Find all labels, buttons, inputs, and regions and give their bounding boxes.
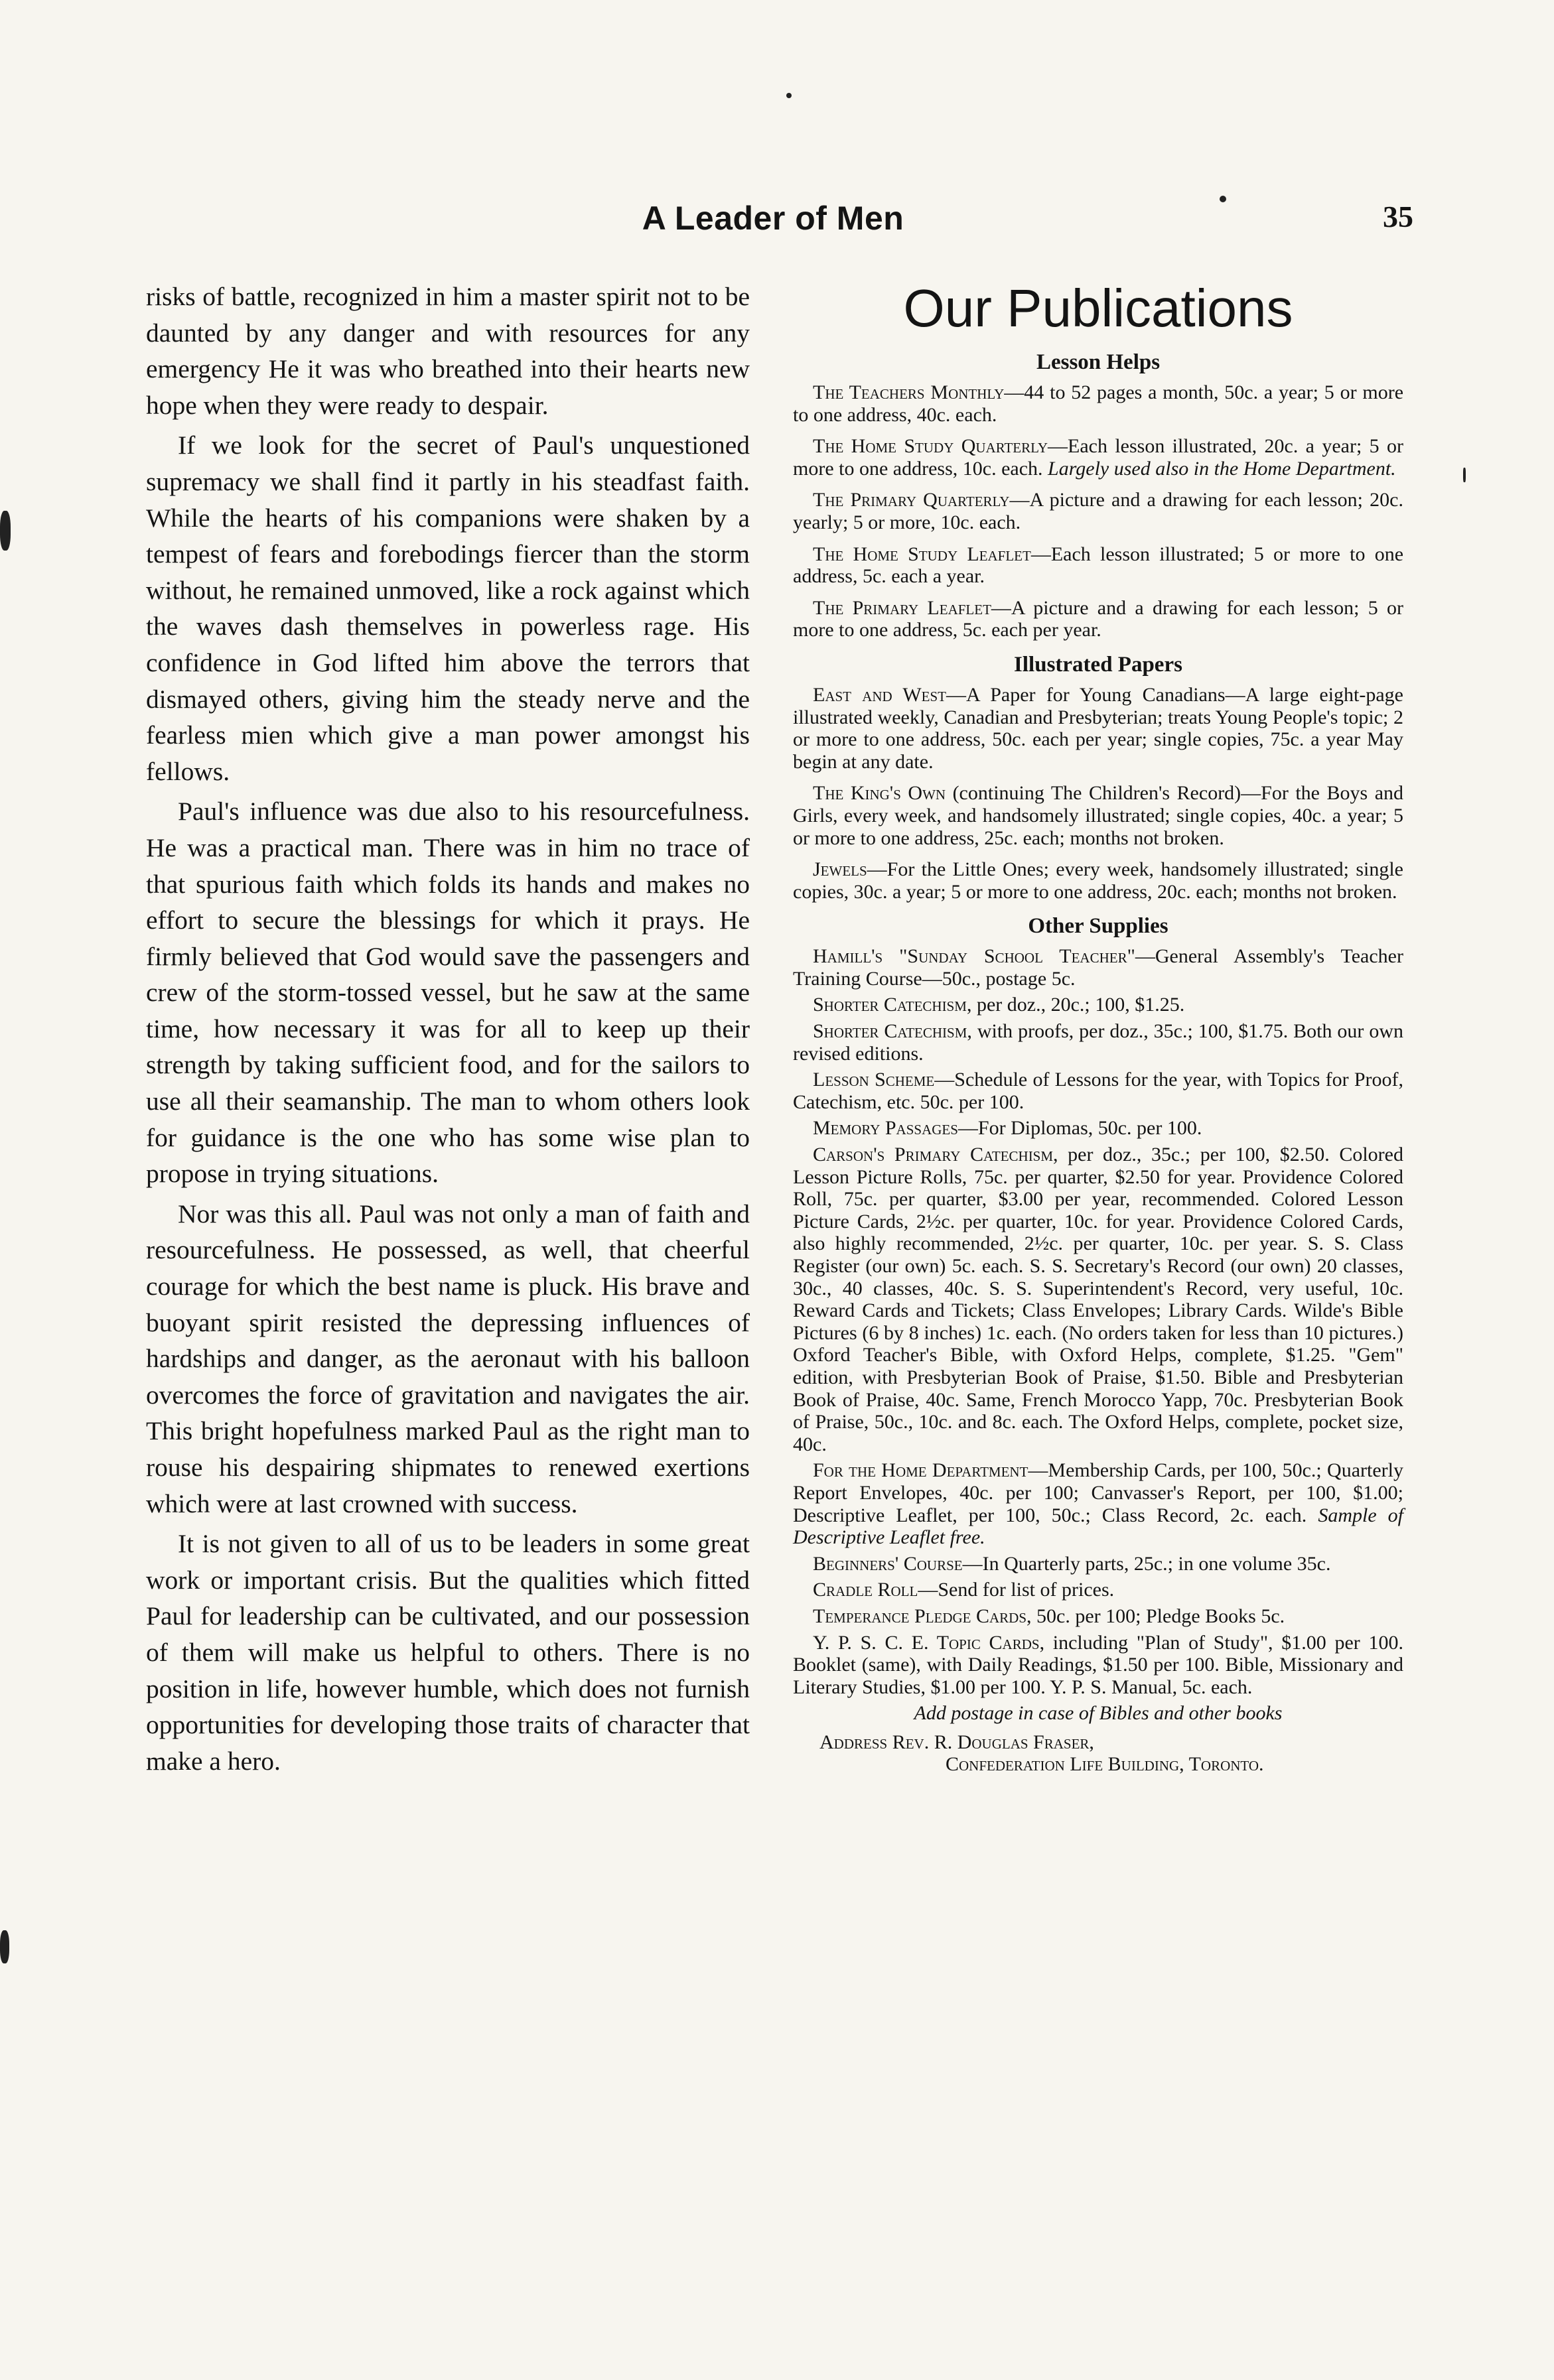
entry-italic-note: Sample of Descriptive Leaflet free. (793, 1504, 1404, 1549)
entry-title: Memory Passages (813, 1117, 958, 1140)
entry-title: The Home Study Quarterly (813, 435, 1048, 458)
article-paragraph-5: It is not given to all of us to be leaders in some great work or important crisis. But the qualities which fitted Paul for leadership can be cultivated, and our possession of them will make us helpful to others. There is no position in life, however humble, which does not furnish opportunities for developing those traits of character that make a hero. (146, 1529, 750, 1776)
page-header (133, 199, 1413, 259)
article-column (146, 279, 750, 1783)
entry-title: Hamill's "Sunday School Teacher" (813, 945, 1135, 968)
entry-text: , with proofs, per doz., 35c.; 100, $1.75. Both our own revised editions. (793, 1020, 1403, 1065)
entry-text: —A Paper for Young Canadians—A large eight-page illustrated weekly, Canadian and Presbyterian; treats Young People's topic; 2 or more to one address, 50c. each per year; single copies, 75c. a year May begin at any date. (793, 683, 1404, 773)
entry-text: —Schedule of Lessons for the year, with Topics for Proof, Catechism, etc. 50c. per 100. (793, 1069, 1403, 1113)
section-heading-other-supplies: Other Supplies (1028, 914, 1168, 939)
publication-entry (793, 1020, 1403, 1065)
publication-entry (793, 435, 1403, 480)
page-number: 35 (1383, 200, 1413, 233)
publication-entry (793, 1605, 1403, 1628)
section-heading-illustrated-papers: Illustrated Papers (1014, 652, 1182, 677)
publication-entry (793, 543, 1403, 588)
publication-entry (793, 1117, 1403, 1140)
section-heading-lesson-helps: Lesson Helps (1036, 350, 1161, 374)
postage-note: Add postage in case of Bibles and other books (914, 1702, 1283, 1725)
address-line-2: Confederation Life Building, Toronto. (946, 1753, 1264, 1776)
entry-text: —General Assembly's Teacher Training Course—50c., postage 5c. (793, 945, 1403, 990)
publication-entry (793, 1553, 1403, 1575)
publication-entry (793, 381, 1403, 426)
entry-text: —In Quarterly parts, 25c.; in one volume 35c. (962, 1552, 1331, 1575)
publications-title: Our Publications (903, 279, 1293, 338)
entry-text: —Send for list of prices. (918, 1579, 1115, 1601)
entry-text: —For Diplomas, 50c. per 100. (957, 1117, 1202, 1140)
entry-title: For the Home Department (813, 1459, 1028, 1482)
scan-speck (0, 1930, 9, 1963)
entry-title: The King's Own (813, 782, 946, 805)
scan-speck (0, 511, 11, 551)
entry-text: —44 to 52 pages a month, 50c. a year; 5 or more to one address, 40c. each. (793, 381, 1404, 426)
entry-title: East and West (813, 683, 946, 706)
entry-title: The Primary Leaflet (813, 596, 991, 619)
publication-entry (793, 1144, 1403, 1455)
entry-title: Carson's Primary Catechism (813, 1144, 1054, 1166)
publication-entry (793, 597, 1403, 641)
entry-title: Cradle Roll (813, 1579, 918, 1601)
entry-title: Y. P. S. C. E. Topic Cards (813, 1631, 1040, 1654)
entry-title: The Home Study Leaflet (813, 543, 1031, 565)
publication-entry (793, 1632, 1403, 1699)
entry-title: Jewels (813, 858, 867, 881)
entry-text: , including "Plan of Study", $1.00 per 100. Booklet (same), with Daily Readings, $1.50 per 100. Bible, Missionary and Literary Studies, $1.00 per 100. Y. P. S. Manual, 5c. each. (793, 1631, 1403, 1698)
entry-title: The Teachers Monthly (813, 381, 1005, 403)
running-title: A Leader of Men (642, 200, 904, 237)
publication-entry (793, 945, 1403, 990)
entry-title: Beginners' Course (813, 1552, 963, 1575)
publication-entry (793, 489, 1403, 533)
publication-entry (793, 1069, 1403, 1113)
entry-text: , per doz., 20c.; 100, $1.25. (966, 994, 1185, 1016)
entry-title: Lesson Scheme (813, 1069, 935, 1091)
scan-speck (1463, 468, 1466, 482)
entry-text: —Each lesson illustrated; 5 or more to one address, 5c. each a year. (793, 543, 1404, 588)
entry-text: —Each lesson illustrated, 20c. a year; 5 or more to one address, 10c. each. (793, 435, 1403, 480)
article-paragraph-2: If we look for the secret of Paul's unquestioned supremacy we shall find it partly in his steadfast faith. While the hearts of his companions were shaken by a tempest of fears and forebodings fiercer than the storm without, he remained unmoved, like a rock against which the waves dash themselves in powerless rage. His confidence in God lifted him above the terrors that dismayed others, giving him the steady nerve and the fearless mien which give a man power amongst his fellows. (146, 430, 750, 786)
publication-entry (793, 858, 1403, 903)
entry-text: —A picture and a drawing for each lesson; 20c. yearly; 5 or more, 10c. each. (793, 489, 1403, 533)
article-paragraph-1: risks of battle, recognized in him a master spirit not to be daunted by any danger and with resources for any emergency He it was who breathed into their hearts new hope when they were ready to despair. (146, 282, 750, 420)
publication-entry (793, 1579, 1403, 1601)
entry-title: The Primary Quarterly (813, 489, 1010, 511)
entry-text: (continuing The Children's Record)—For the Boys and Girls, every week, and handsomely illustrated; single copies, 40c. a year; 5 or more to one address, 25c. each; months not broken. (793, 782, 1404, 849)
publications-column (793, 275, 1403, 1776)
entry-text: —Membership Cards, per 100, 50c.; Quarterly Report Envelopes, 40c. per 100; Canvasser's Report, per 100, $1.00; Descriptive Leaflet, per 100, 50c.; Class Record, 2c. each. (793, 1459, 1403, 1526)
entry-text: —A picture and a drawing for each lesson; 5 or more to one address, 5c. each per year. (793, 596, 1403, 641)
publication-entry (793, 684, 1403, 773)
entry-text: , 50c. per 100; Pledge Books 5c. (1026, 1605, 1285, 1627)
address-line-1: Address Rev. R. Douglas Fraser, (819, 1731, 1094, 1753)
entry-title: Shorter Catechism (813, 994, 967, 1016)
entry-text: —For the Little Ones; every week, handsomely illustrated; single copies, 30c. a year; 5 or more to one address, 20c. each; months not broken. (793, 858, 1403, 903)
entry-title: Shorter Catechism (813, 1020, 967, 1043)
publication-entry (793, 1459, 1403, 1548)
article-paragraph-3: Paul's influence was due also to his resourcefulness. He was a practical man. There was in him no trace of that spurious faith which folds its hands and makes no effort to secure the blessings for which it prays. He firmly believed that God would save the passengers and crew of the storm-tossed vessel, but he saw at the same time, how necessary it was for all to keep up their strength by taking sufficient food, and for the sailors to use all their seamanship. The man to whom others look for guidance is the one who has some wise plan to propose in trying situations. (146, 797, 750, 1189)
entry-italic-note: Largely used also in the Home Department. (1048, 457, 1396, 480)
publication-entry (793, 994, 1403, 1016)
entry-text: , per doz., 35c.; per 100, $2.50. Colored Lesson Picture Rolls, 75c. per quarter, $2.50 for year. Providence Colored Roll, 75c. per quarter, $3.00 per year, recommended. Colored Lesson Picture Cards, 2½c. per quarter, 10c. for year. Providence Colored Cards, also highly recommended, 2½c. per quarter, 10c. per year. S. S. Class Register (our own) 5c. each. S. S. Secretary's Record (our own) 20 classes, 30c., 40 classes, 40c. S. S. Superintendent's Record, very useful, 10c. Reward Cards and Tickets; Class Envelopes; Library Cards. Wilde's Bible Pictures (6 by 8 inches) 1c. each. (No orders taken for less than 10 pictures.) Oxford Teacher's Bible, with Oxford Helps, complete, $1.25. "Gem" edition, with Presbyterian Book of Praise, $1.50. Bible and Presbyterian Book of Praise, 40c. Same, French Morocco Yapp, 70c. Presbyterian Book of Praise, 50c., 10c. and 8c. each. The Oxford Helps, complete, pocket size, 40c. (793, 1144, 1403, 1455)
publication-entry (793, 782, 1403, 849)
scan-speck (1220, 196, 1226, 202)
article-paragraph-4: Nor was this all. Paul was not only a man of faith and resourcefulness. He possessed, as well, that cheerful courage for which the best name is pluck. His brave and buoyant spirit resisted the depressing influences of hardships and danger, as the aeronaut with his balloon overcomes the force of gravitation and navigates the air. This bright hopefulness marked Paul as the right man to rouse his despairing shipmates to renewed exertions which were at last crowned with success. (146, 1199, 750, 1518)
entry-title: Temperance Pledge Cards (813, 1605, 1027, 1627)
scan-speck (786, 93, 792, 98)
